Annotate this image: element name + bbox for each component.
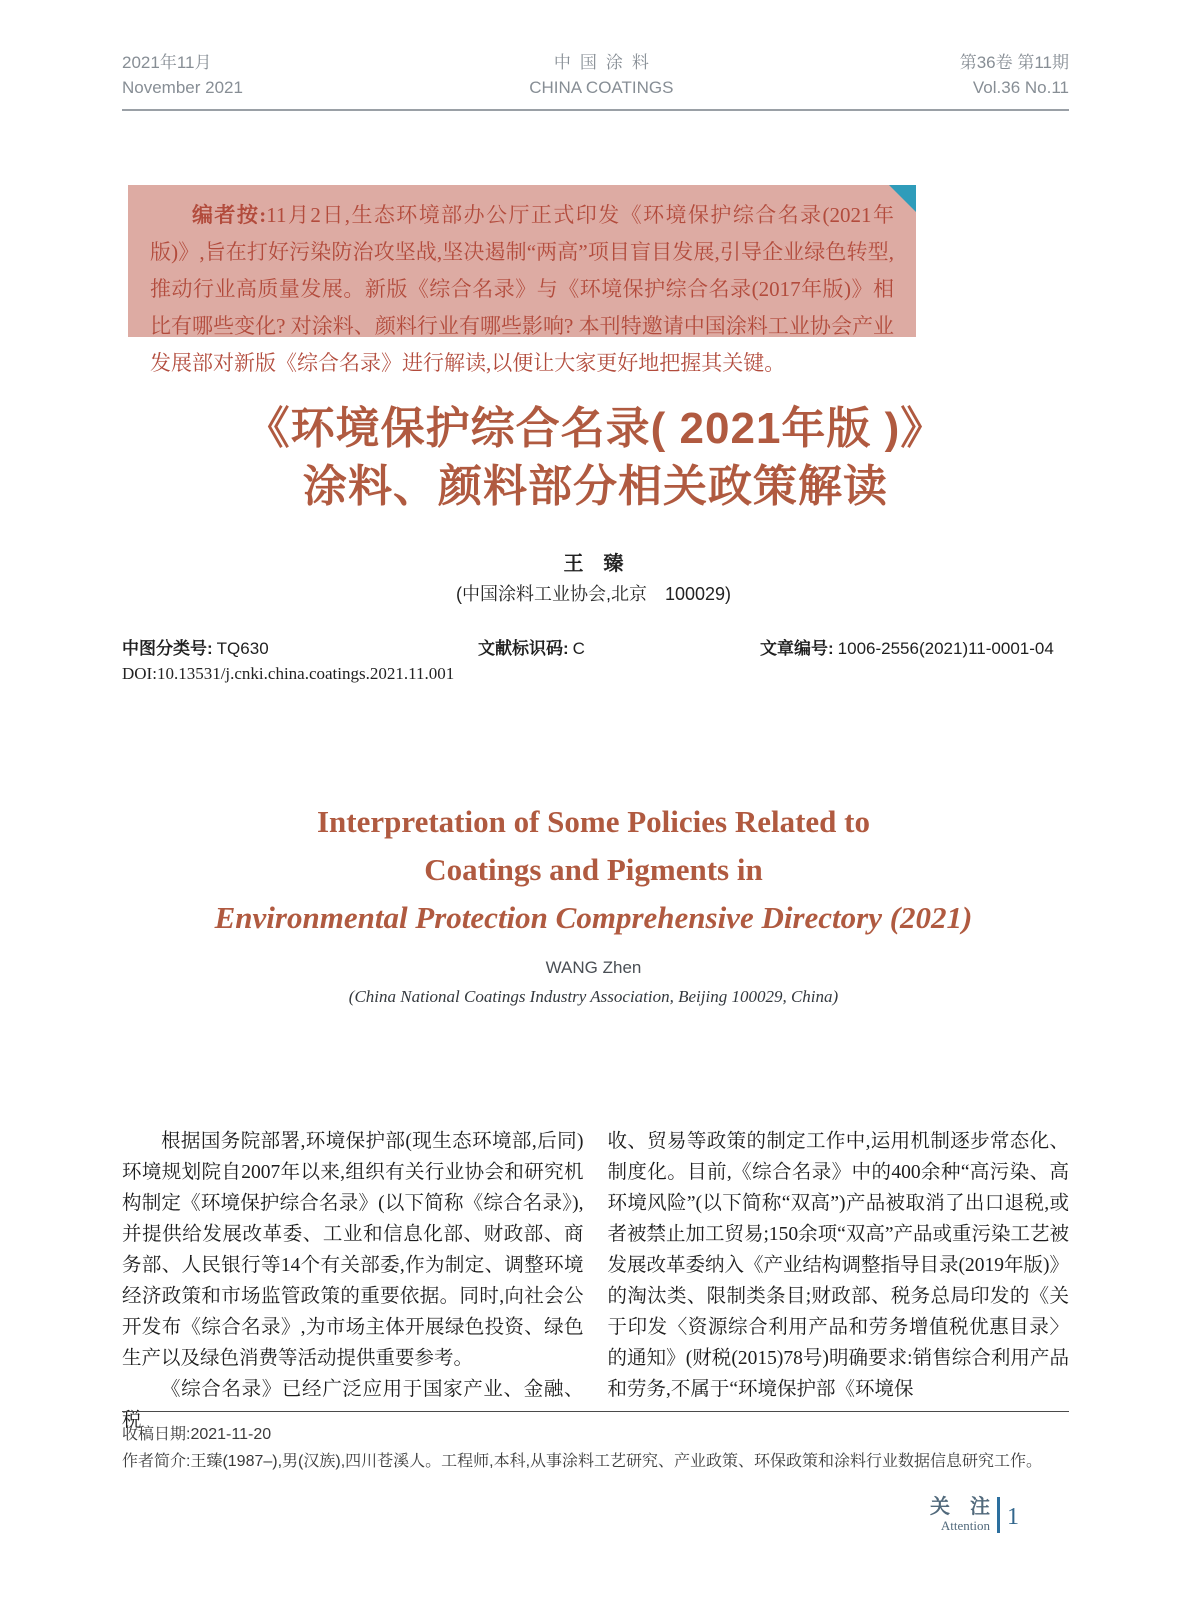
article-title-en-line1: Interpretation of Some Policies Related to <box>316 804 870 839</box>
article-title-cn <box>122 400 1069 516</box>
article-title-en <box>0 798 1187 942</box>
header-issue-en: Vol.36 No.11 <box>972 78 1069 97</box>
editor-note-paragraph <box>150 197 894 382</box>
header-issue-cn: 第36卷 第11期 <box>959 53 1069 72</box>
article-body <box>122 1126 1069 1436</box>
footnote-divider <box>122 1411 1069 1412</box>
author-name-cn: 王 臻 <box>563 553 624 575</box>
header-date-en: November 2021 <box>122 78 243 97</box>
meta-article-id <box>760 634 1054 659</box>
author-affiliation-cn: (中国涂料工业协会,北京 100029) <box>455 584 732 604</box>
header-date <box>122 50 243 100</box>
header-journal-cn: 中国涂料 <box>553 53 658 72</box>
footnote-received <box>122 1421 1069 1444</box>
editor-note-text: 11月2日,生态环境部办公厅正式印发《环境保护综合名录(2021年版)》,旨在打好污染防治攻坚战,坚决遏制“两高”项目盲目发展,引导企业绿色转型,推动行业高质量发展。新版《综合名录》与《环境保护综合名录(2017年版)》相比有哪些变化? 对涂料、颜料行业有哪些影响? 本刊特邀请中国涂料工业协会产业发展部对新版《综合名录》进行解读,以便让大家更好地把握其关键。 <box>150 203 894 375</box>
footnote-bio-label: 作者简介: <box>122 1453 191 1470</box>
page-number: 1 <box>1007 1504 1019 1530</box>
meta-clc <box>122 634 269 659</box>
footnote-received-label: 收稿日期: <box>122 1426 191 1443</box>
journal-header <box>122 50 1069 111</box>
footnote-received-value: 2021-11-20 <box>190 1426 272 1443</box>
footer-section-en: Attention <box>940 1518 990 1533</box>
meta-clc-value: TQ630 <box>216 639 269 658</box>
footer-divider-bar <box>997 1497 1000 1533</box>
header-journal <box>529 50 673 100</box>
header-date-cn: 2021年11月 <box>122 53 212 72</box>
header-issue <box>960 50 1069 100</box>
body-paragraph-2-continued: 收、贸易等政策的制定工作中,运用机制逐步常态化、制度化。目前,《综合名录》中的400余种“高污染、高环境风险”(以下简称“双高”)产品被取消了出口退税,或者被禁止加工贸易;150余项“双高”产品或重污染工艺被发展改革委纳入《产业结构调整指导目录(2019年版)》的淘汰类、限制类条目;财政部、税务总局印发的《关于印发〈资源综合利用产品和劳务增值税优惠目录〉的通知》(财税(2015)78号)明确要求:销售综合利用产品和劳务,不属于“环境保护部《环境保 <box>607 1131 1069 1400</box>
body-column-left <box>122 1126 584 1436</box>
page-footer <box>930 1496 1019 1533</box>
body-column-right <box>608 1126 1070 1436</box>
author-affiliation-en: (China National Coatings Industry Association, Beijing 100029, China) <box>348 987 839 1006</box>
footnote-author-bio <box>122 1448 1069 1471</box>
article-meta-row <box>122 634 1069 658</box>
meta-doc-code <box>478 634 585 659</box>
meta-doc-code-label: 文献标识码: <box>478 639 569 658</box>
author-name-en: WANG Zhen <box>545 958 642 977</box>
body-paragraph-2-start: 《综合名录》已经广泛应用于国家产业、金融、税 <box>122 1379 584 1431</box>
body-paragraph-1: 根据国务院部署,环境保护部(现生态环境部,后同)环境规划院自2007年以来,组织有关行业协会和研究机构制定《环境保护综合名录》(以下简称《综合名录》),并提供给发展改革委、工业和信息化部、财政部、商务部、人民银行等14个有关部委,作为制定、调整环境经济政策和市场监管政策的重要依据。同时,向社会公开发布《综合名录》,为市场主体开展绿色投资、绿色生产以及绿色消费等活动提供重要参考。 <box>122 1131 584 1369</box>
editor-note-label: 编者按: <box>192 203 267 227</box>
editor-note-box <box>128 185 916 375</box>
article-title-cn-line2: 涂料、颜料部分相关政策解读 <box>303 462 888 511</box>
footer-section-cn: 关 注 <box>930 1496 990 1518</box>
meta-clc-label: 中图分类号: <box>122 639 213 658</box>
header-journal-en: CHINA COATINGS <box>529 78 674 97</box>
meta-doc-code-value: C <box>572 639 585 658</box>
article-title-cn-line1: 《环境保护综合名录( 2021年版 )》 <box>245 404 946 453</box>
article-title-en-line2: Coatings and Pigments in <box>424 852 763 887</box>
footnote-bio-value: 王臻(1987–),男(汉族),四川苍溪人。工程师,本科,从事涂料工艺研究、产业政策、环保政策和涂料行业数据信息研究工作。 <box>190 1453 1043 1470</box>
article-title-en-line3: Environmental Protection Comprehensive Directory (2021) <box>214 900 973 935</box>
footer-section-name <box>930 1496 990 1533</box>
meta-article-id-label: 文章编号: <box>760 639 834 658</box>
meta-article-id-value: 1006-2556(2021)11-0001-04 <box>837 639 1054 658</box>
doi-line: DOI:10.13531/j.cnki.china.coatings.2021.11.001 <box>122 664 455 683</box>
